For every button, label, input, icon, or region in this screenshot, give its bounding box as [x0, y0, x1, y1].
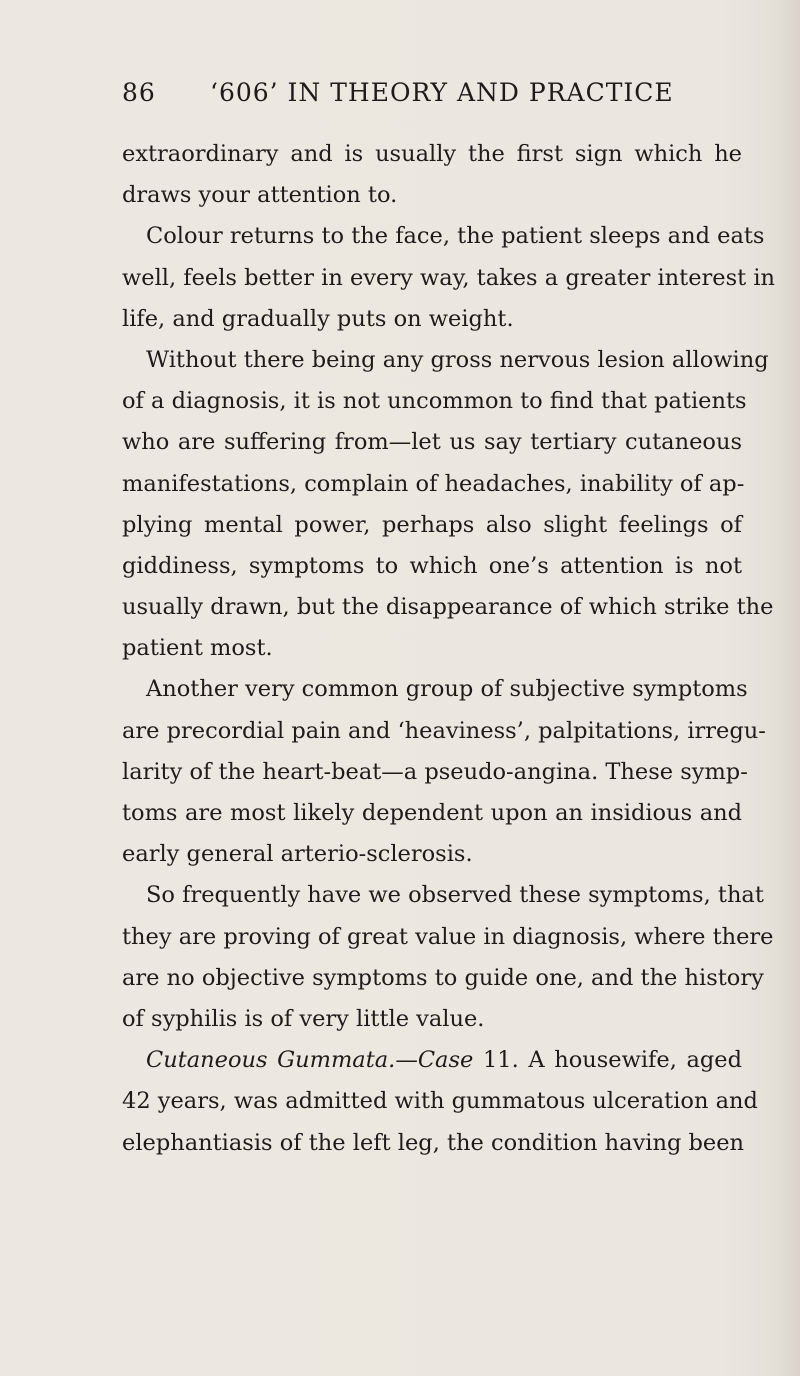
page-number: 86 — [122, 78, 156, 107]
text-line: who are suffering from—let us say tertiary cutaneous — [122, 429, 742, 456]
text-line: usually drawn, but the disappearance of which strike the — [122, 594, 774, 621]
text-line: draws your attention to. — [122, 182, 398, 209]
text-line: early general arterio-sclerosis. — [122, 841, 473, 868]
case-heading-line — [122, 1040, 742, 1081]
text-line: of syphilis is of very little value. — [122, 1005, 485, 1032]
text-line: well, feels better in every way, takes a greater interest in — [122, 264, 776, 291]
text-line: of a diagnosis, it is not uncommon to find that patients — [122, 388, 747, 415]
text-line: Without there being any gross nervous lesion allowing — [146, 346, 769, 373]
body-text — [122, 134, 776, 1164]
text-line: manifestations, complain of headaches, inability of ap- — [122, 470, 745, 497]
text-line: giddiness, symptoms to which one’s attention is not — [122, 552, 742, 579]
text-line: plying mental power, perhaps also slight feelings of — [122, 511, 742, 538]
text-line: are precordial pain and ‘heaviness’, palpitations, irregu- — [122, 717, 766, 744]
text-line: toms are most likely dependent upon an insidious and — [122, 800, 742, 826]
case-heading-italic: Cutaneous Gummata.—Case — [146, 1047, 474, 1074]
text-line: 42 years, was admitted with gummatous ulceration and — [122, 1088, 758, 1115]
text-line: elephantiasis of the left leg, the condition having been — [122, 1129, 745, 1156]
running-title: ‘606’ IN THEORY AND PRACTICE — [210, 78, 674, 107]
text-line: they are proving of great value in diagnosis, where there — [122, 923, 774, 950]
text-line: extraordinary and is usually the first sign which he — [122, 141, 742, 167]
text-line: are no objective symptoms to guide one, and the history — [122, 964, 764, 991]
text-line: Another very common group of subjective symptoms — [146, 676, 748, 703]
text-line: life, and gradually puts on weight. — [122, 305, 514, 332]
text-line: patient most. — [122, 635, 273, 662]
text-line: Colour returns to the face, the patient sleeps and eats — [146, 223, 765, 250]
case-heading-rest: 11. A housewife, aged — [473, 1047, 742, 1074]
running-head — [122, 78, 682, 118]
text-line: larity of the heart-beat—a pseudo-angina. These symp- — [122, 758, 748, 785]
text-line: So frequently have we observed these symptoms, that — [146, 882, 764, 909]
